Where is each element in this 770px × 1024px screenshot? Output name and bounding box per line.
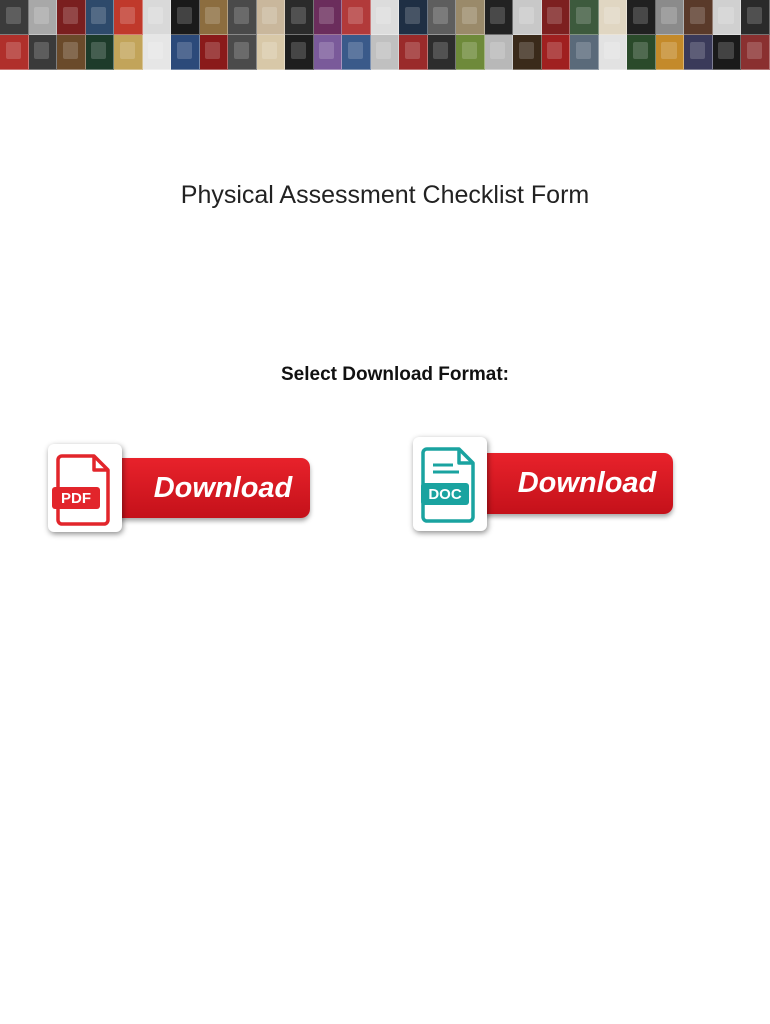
- cover-thumbnail: [86, 35, 115, 70]
- cover-thumbnail: [228, 35, 257, 70]
- cover-thumbnail: [399, 35, 428, 70]
- cover-thumbnail: [143, 0, 172, 35]
- doc-file-icon: [413, 437, 487, 531]
- cover-art-banner: [0, 0, 770, 70]
- cover-thumbnail: [713, 35, 742, 70]
- cover-thumbnail: [542, 0, 571, 35]
- cover-thumbnail: [627, 0, 656, 35]
- cover-thumbnail: [114, 35, 143, 70]
- cover-thumbnail: [456, 35, 485, 70]
- cover-thumbnail: [57, 0, 86, 35]
- cover-thumbnail: [399, 0, 428, 35]
- doc-icon-text: DOC: [428, 486, 462, 503]
- cover-thumbnail: [257, 35, 286, 70]
- cover-thumbnail: [171, 35, 200, 70]
- pdf-download-button[interactable]: [48, 442, 313, 534]
- cover-thumbnail: [200, 35, 229, 70]
- cover-thumbnail: [513, 35, 542, 70]
- pdf-file-icon: [48, 444, 122, 532]
- cover-thumbnail: [428, 0, 457, 35]
- cover-thumbnail: [171, 0, 200, 35]
- cover-thumbnail: [684, 0, 713, 35]
- cover-thumbnail: [228, 0, 257, 35]
- cover-thumbnail: [29, 0, 58, 35]
- cover-thumbnail: [599, 35, 628, 70]
- cover-thumbnail: [599, 0, 628, 35]
- cover-thumbnail: [285, 35, 314, 70]
- pdf-download-label: Download: [153, 471, 293, 504]
- cover-thumbnail: [542, 35, 571, 70]
- page-title: Physical Assessment Checklist Form: [180, 181, 590, 209]
- cover-thumbnail: [0, 35, 29, 70]
- cover-thumbnail: [485, 35, 514, 70]
- cover-thumbnail: [428, 35, 457, 70]
- cover-thumbnail: [371, 35, 400, 70]
- cover-thumbnail: [371, 0, 400, 35]
- doc-download-label: Download: [517, 467, 657, 499]
- select-format-label: Select Download Format:: [280, 364, 510, 385]
- cover-thumbnail: [257, 0, 286, 35]
- cover-thumbnail: [314, 35, 343, 70]
- cover-thumbnail: [570, 0, 599, 35]
- cover-thumbnail: [656, 35, 685, 70]
- cover-thumbnail: [200, 0, 229, 35]
- cover-thumbnail: [57, 35, 86, 70]
- cover-thumbnail: [285, 0, 314, 35]
- cover-thumbnail: [314, 0, 343, 35]
- cover-thumbnail: [570, 35, 599, 70]
- cover-thumbnail: [456, 0, 485, 35]
- pdf-icon-text: PDF: [61, 490, 91, 507]
- cover-thumbnail: [114, 0, 143, 35]
- cover-thumbnail: [485, 0, 514, 35]
- cover-thumbnail: [342, 35, 371, 70]
- cover-thumbnail: [741, 35, 770, 70]
- cover-thumbnail: [656, 0, 685, 35]
- cover-thumbnail: [684, 35, 713, 70]
- cover-thumbnail: [143, 35, 172, 70]
- doc-download-button[interactable]: [413, 437, 678, 533]
- cover-thumbnail: [627, 35, 656, 70]
- cover-thumbnail: [513, 0, 542, 35]
- cover-thumbnail: [86, 0, 115, 35]
- cover-thumbnail: [29, 35, 58, 70]
- cover-thumbnail: [713, 0, 742, 35]
- cover-thumbnail: [342, 0, 371, 35]
- cover-thumbnail: [741, 0, 770, 35]
- cover-thumbnail: [0, 0, 29, 35]
